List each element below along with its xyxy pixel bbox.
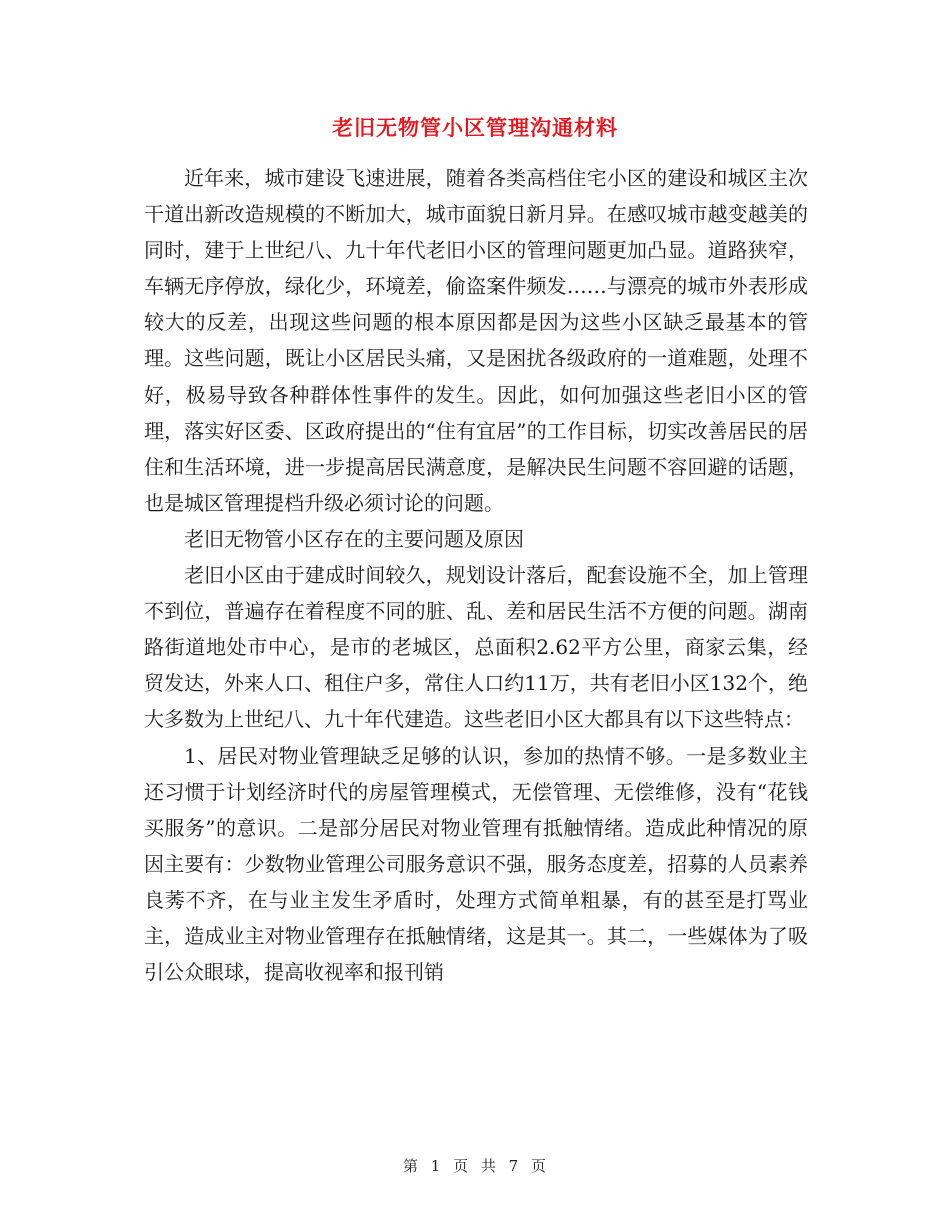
- paragraph-section-heading: 老旧无物管小区存在的主要问题及原因: [184, 526, 524, 551]
- document-body: [144, 160, 808, 990]
- document-title: 老旧无物管小区管理沟通材料: [332, 115, 618, 140]
- paragraph-intro: 近年来，城市建设飞速进展，随着各类高档住宅小区的建设和城区主次干道出新改造规模的不断加大，城市面貌日新月异。在感叹城市越变越美的同时，建于上世纪八、九十年代老旧小区的管理问题更加凸显。道路狭窄，车辆无序停放，绿化少，环境差，偷盗案件频发……与漂亮的城市外表形成较大的反差，出现这些问题的根本原因都是因为这些小区缺乏最基本的管理。这些问题，既让小区居民头痛，又是困扰各级政府的一道难题，处理不好，极易导致各种群体性事件的发生。因此，如何加强这些老旧小区的管理，落实好区委、区政府提出的“住有宜居”的工作目标，切实改善居民的居住和生活环境，进一步提高居民满意度，是解决民生问题不容回避的话题，也是城区管理提档升级必须讨论的问题。: [144, 166, 808, 515]
- paragraph-background: 老旧小区由于建成时间较久，规划设计落后，配套设施不全，加上管理不到位，普遍存在着程度不同的脏、乱、差和居民生活不方便的问题。湖南路街道地处市中心，是市的老城区，总面积2.62平方公里，商家云集，经贸发达，外来人口、租住户多，常住人口约11万，共有老旧小区132个，绝大多数为上世纪八、九十年代建造。这些老旧小区大都具有以下这些特点：: [144, 563, 808, 732]
- paragraph-point-1: 1、居民对物业管理缺乏足够的认识，参加的热情不够。一是多数业主还习惯于计划经济时代的房屋管理模式，无偿管理、无偿维修，没有“花钱买服务”的意识。二是部分居民对物业管理有抵触情绪。造成此种情况的原因主要有：少数物业管理公司服务意识不强，服务态度差，招募的人员素养良莠不齐，在与业主发生矛盾时，处理方式简单粗暴，有的甚至是打骂业主，造成业主对物业管理存在抵触情绪，这是其一。其二，一些媒体为了吸引公众眼球，提高收视率和报刊销: [144, 743, 808, 985]
- page-footer: 第 1 页 共 7 页: [403, 1157, 547, 1175]
